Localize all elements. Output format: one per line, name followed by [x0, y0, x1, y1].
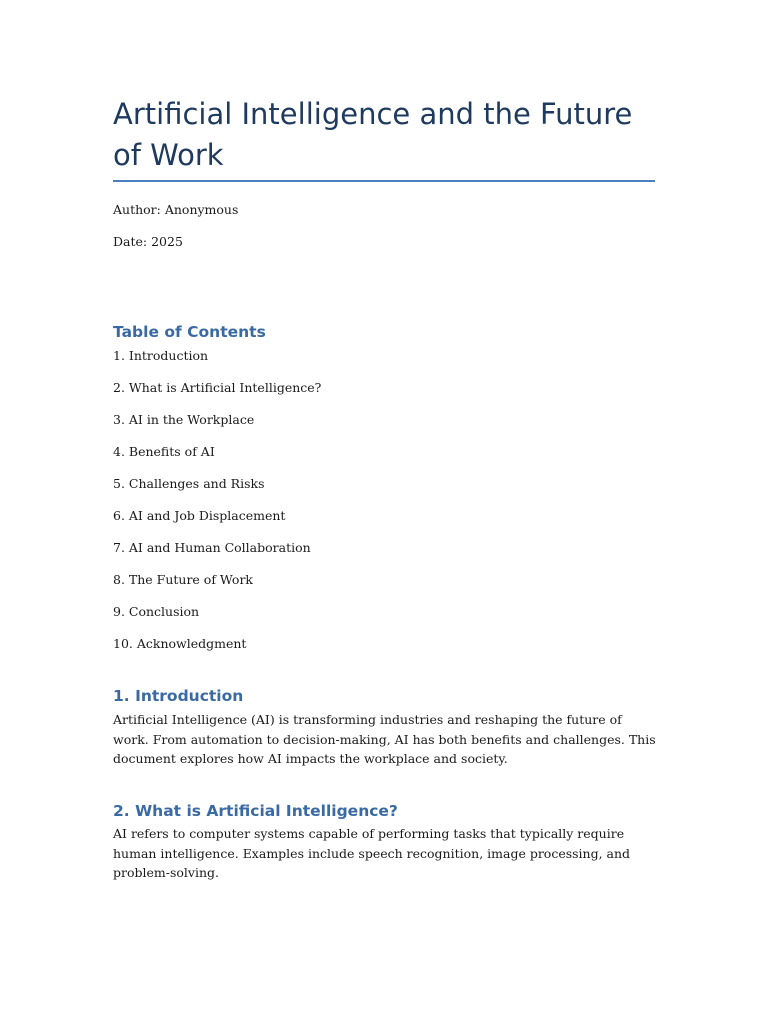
toc-item: 3. AI in the Workplace	[113, 412, 255, 427]
title-divider	[113, 180, 655, 182]
toc-item: 10. Acknowledgment	[113, 636, 247, 651]
toc-item: 2. What is Artificial Intelligence?	[113, 380, 322, 395]
toc-item: 6. AI and Job Displacement	[113, 508, 286, 523]
toc-item: 8. The Future of Work	[113, 572, 254, 587]
section-heading-what-is-ai: 2. What is Artificial Intelligence?	[113, 802, 398, 820]
document-title: Artificial Intelligence and the Future of Work	[113, 97, 633, 172]
toc-heading: Table of Contents	[113, 323, 266, 341]
date-line: Date: 2025	[113, 234, 183, 249]
toc-item: 5. Challenges and Risks	[113, 476, 265, 491]
toc-item: 9. Conclusion	[113, 604, 200, 619]
toc-item: 4. Benefits of AI	[113, 444, 215, 459]
section-body-what-is-ai: AI refers to computer systems capable of performing tasks that typically require human intelligence. Examples include speech recognition, image processing, and problem-solving.	[113, 826, 631, 880]
author-line: Author: Anonymous	[113, 202, 239, 217]
toc-item: 1. Introduction	[113, 348, 209, 363]
section-heading-introduction: 1. Introduction	[113, 687, 244, 705]
toc-item: 7. AI and Human Collaboration	[113, 540, 311, 555]
section-body-introduction: Artificial Intelligence (AI) is transforming industries and reshaping the future of work. From automation to decision-making, AI has both benefits and challenges. This document explores how AI impacts the workplace and society.	[113, 712, 656, 766]
